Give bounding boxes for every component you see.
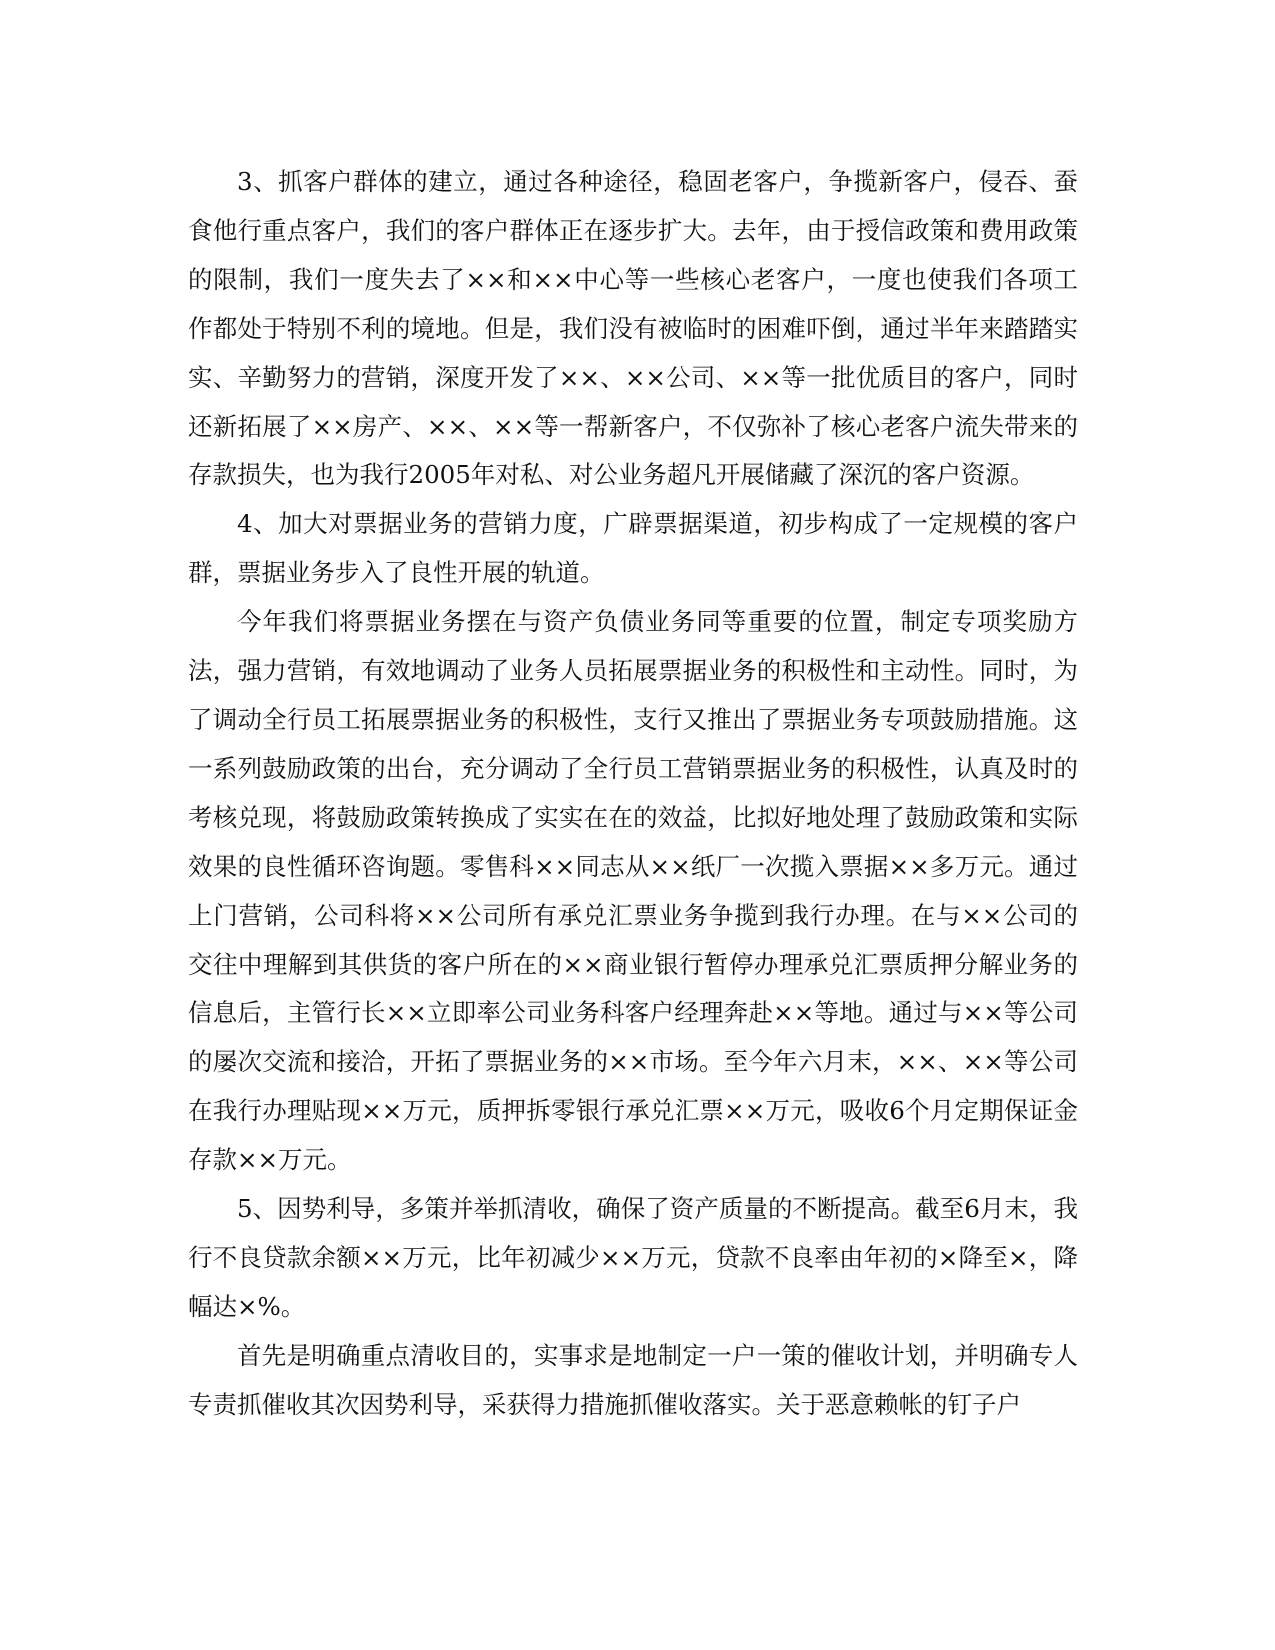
paragraph-customer-group: 3、抓客户群体的建立，通过各种途径，稳固老客户，争揽新客户，侵吞、蚕食他行重点客户，我们的客户群体正在逐步扩大。去年，由于授信政策和费用政策的限制，我们一度失去了××和××中心等一些核心老客户，一度也使我们各项工作都处于特别不利的境地。但是，我们没有被临时的困难吓倒，通过半年来踏踏实实、辛勤努力的营销，深度开发了××、××公司、××等一批优质目的客户，同时还新拓展了××房产、××、××等一帮新客户，不仅弥补了核心老客户流失带来的存款损失，也为我行2005年对私、对公业务超凡开展储藏了深沉的客户资源。: [188, 167, 1078, 490]
paragraph-bill-incentives: 今年我们将票据业务摆在与资产负债业务同等重要的位置，制定专项奖励方法，强力营销，有效地调动了业务人员拓展票据业务的积极性和主动性。同时，为了调动全行员工拓展票据业务的积极性，支行又推出了票据业务专项鼓励措施。这一系列鼓励政策的出台，充分调动了全行员工营销票据业务的积极性，认真及时的考核兑现，将鼓励政策转换成了实实在在的效益，比拟好地处理了鼓励政策和实际效果的良性循环咨询题。零售科××同志从××纸厂一次揽入票据××多万元。通过上门营销，公司科将××公司所有承兑汇票业务争揽到我行办理。在与××公司的交往中理解到其供货的客户所在的××商业银行暂停办理承兑汇票质押分解业务的信息后，主管行长××立即率公司业务科客户经理奔赴××等地。通过与××等公司的屡次交流和接洽，开拓了票据业务的××市场。至今年六月末，××、××等公司在我行办理贴现××万元，质押拆零银行承兑汇票××万元，吸收6个月定期保证金存款××万元。: [188, 607, 1078, 1175]
paragraph-collection-plan: 首先是明确重点清收目的，实事求是地制定一户一策的催收计划，并明确专人专责抓催收其次因势利导，采获得力措施抓催收落实。关于恶意赖帐的钉子户: [188, 1340, 1078, 1419]
paragraph-asset-quality: 5、因势利导，多策并举抓清收，确保了资产质量的不断提高。截至6月末，我行不良贷款余额××万元，比年初减少××万元，贷款不良率由年初的×降至×，降幅达×%。: [188, 1194, 1078, 1321]
document-body: [188, 158, 1078, 1430]
paragraph-bill-marketing: 4、加大对票据业务的营销力度，广辟票据渠道，初步构成了一定规模的客户群，票据业务步入了良性开展的轨道。: [188, 509, 1078, 588]
